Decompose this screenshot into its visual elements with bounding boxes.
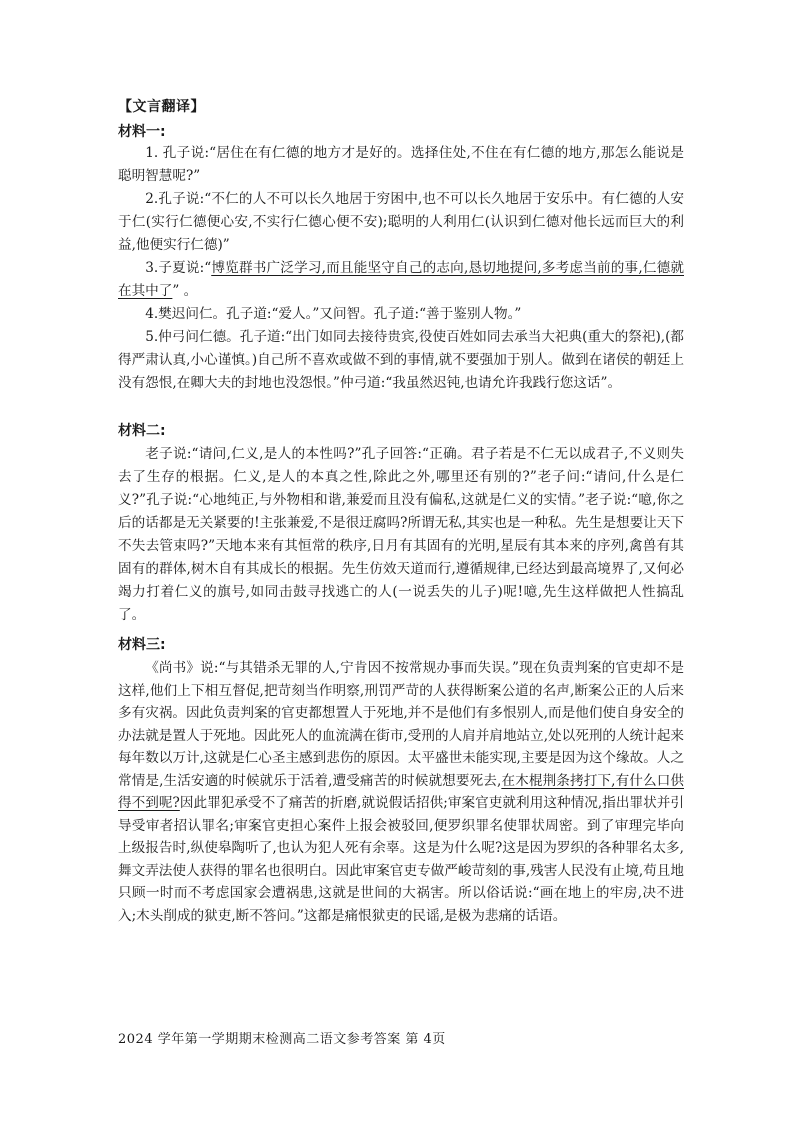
page-footer: 2024 学年第一学期期末检测高二语文参考答案 第 4页 bbox=[118, 1032, 446, 1047]
section1-label: 材料一: bbox=[118, 124, 166, 140]
section3-underlined-answer: 在木棍荆条拷打下,有什么口供得不到呢? bbox=[118, 772, 684, 811]
section3-body bbox=[118, 657, 684, 927]
section2-body bbox=[118, 443, 684, 627]
section1-paragraph-2: 2.孔子说:“不仁的人不可以长久地居于穷困中,也不可以长久地居于安乐中。有仁德的人安于仁(实行仁德便心安,不实行仁德心便不安);聪明的人利用仁(认识到仁德对他长远而巨大的利益,他便实行仁德)” bbox=[118, 191, 684, 253]
section3-text-b: 因此罪犯承受不了痛苦的折磨,就说假话招供;审案官吏就利用这种情况,指出罪状并引导受审者招认罪名;审案官吏担心案件上报会被驳回,便罗织罪名使罪状周密。到了审理完毕向上级报告时,纵使皋陶听了,也认为犯人死有余辜。这是为什么呢?这是因为罗织的各种罪名太多,舞文弄法使人获得的罪名也很明白。因此审案官吏专做严峻苛刻的事,残害人民没有止境,苟且地只顾一时而不考虑国家会遭祸患,这就是世间的大祸害。所以俗话说:“画在地上的牢房,决不进入;木头削成的狱吏,断不答问。”这都是痛恨狱吏的民谣,是极为悲痛的话语。 bbox=[118, 795, 684, 924]
section2-paragraph-1: 老子说:“请问,仁义,是人的本性吗?”孔子回答:“正确。君子若是不仁无以成君子,不义则失去了生存的根据。仁义,是人的本真之性,除此之外,哪里还有别的?”老子问:“请问,什么是仁义?”孔子说:“心地纯正,与外物相和谐,兼爱而且没有偏私,这就是仁义的实情。”老子说:“噫,你之后的话都是无关紧要的!主张兼爱,不是很迂腐吗?所谓无私,其实也是一种私。先生是想要让天下不失去管束吗?”天地本来有其恒常的秩序,日月有其固有的光明,星辰有其本来的序列,禽兽有其固有的群体,树木自有其成长的根据。先生仿效天道而行,遵循规律,已经达到最高境界了,又何必竭力打着仁义的旗号,如同击鼓寻找逃亡的人(一说丢失的儿子)呢!噫,先生这样做把人性搞乱了。 bbox=[118, 446, 684, 623]
section3-text-a: 《尚书》说:“与其错杀无罪的人,宁肯因不按常规办事而失误。”现在负责判案的官吏却不是这样,他们上下相互督促,把苛刻当作明察,刑罚严苛的人获得断案公道的名声,断案公正的人后来多有灾祸。因此负责判案的官吏都想置人于死地,并不是他们有多恨别人,而是他们使自身安全的办法就是置人于死地。因此死人的血流满在街市,受刑的人肩并肩地站立,处以死刑的人统计起来每年数以万计,这就是仁心圣主感到悲伤的原因。太平盛世未能实现,主要是因为这个缘故。人之常情是,生活安適的时候就乐于活着,遭受痛苦的时候就想要死去, bbox=[118, 660, 684, 789]
p3-tail: ” 。 bbox=[172, 283, 198, 299]
section1-paragraph-5: 5.仲弓问仁德。孔子道:“出门如同去接待贵宾,役使百姓如同去承当大祀典(重大的祭祀),(都得严肃认真,小心谨慎。)自己所不喜欢或做不到的事情,就不要强加于别人。做到在诸侯的朝廷上没有怨恨,在卿大夫的封地也没怨恨。”仲弓道:“我虽然迟钝,也请允许我践行您这话”。 bbox=[118, 329, 684, 391]
section1-paragraph-1: 1. 孔子说:“居住在有仁德的地方才是好的。选择住处,不住在有仁德的地方,那怎么能说是聪明智慧呢?” bbox=[118, 145, 684, 184]
p3-lead: 3.子夏说:“ bbox=[145, 260, 212, 276]
section2-label: 材料二: bbox=[118, 423, 166, 439]
section3-paragraph-1 bbox=[118, 657, 684, 927]
section1-body bbox=[118, 142, 684, 395]
section1-paragraph-3 bbox=[118, 257, 684, 303]
p3-underlined-answer: 博览群书广泛学习,而且能坚守自己的志向,恳切地提问,多考虑当前的事,仁德就在其中了 bbox=[118, 260, 684, 299]
section3-label: 材料三: bbox=[118, 637, 166, 653]
section-heading: 【文言翻译】 bbox=[118, 99, 205, 115]
section1-paragraph-4: 4.樊迟问仁。孔子道:“爱人。”又问智。孔子道:“善于鉴别人物。” bbox=[145, 306, 522, 322]
